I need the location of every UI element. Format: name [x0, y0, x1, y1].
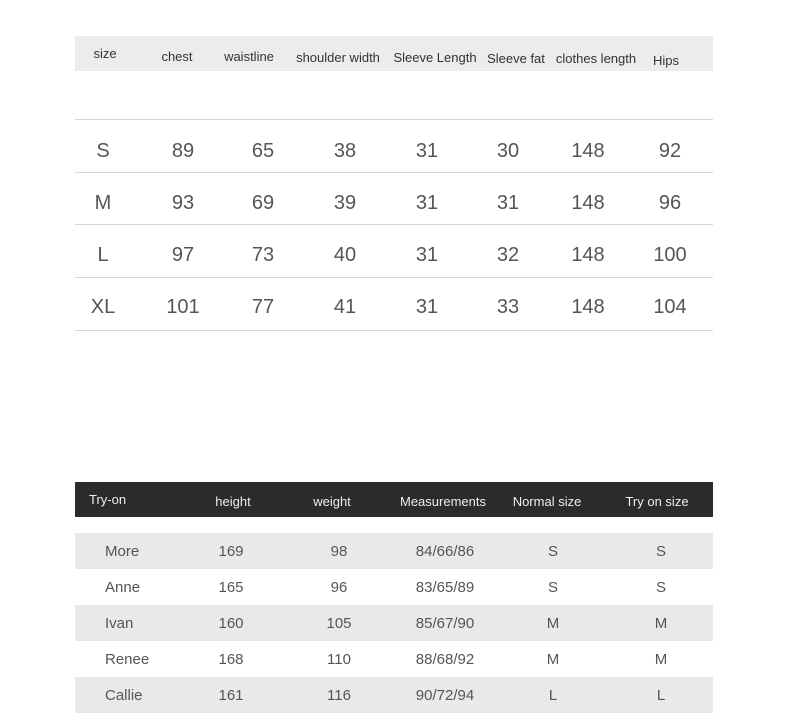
- cell-clothes-length: 148: [571, 140, 605, 162]
- try-on-row: [75, 569, 713, 605]
- header-waistline: waistline: [224, 49, 274, 64]
- cell-height: 160: [218, 615, 244, 632]
- cell-name: Anne: [105, 579, 141, 596]
- cell-measurements: 88/68/92: [415, 651, 475, 668]
- size-row-m: [75, 177, 713, 229]
- header-sleeve-fat: Sleeve fat: [487, 51, 545, 66]
- cell-normal-size: L: [548, 687, 558, 704]
- cell-normal-size: S: [547, 579, 558, 596]
- header-sleeve-length: Sleeve Length: [393, 50, 477, 65]
- divider: [75, 119, 713, 120]
- header-chest: chest: [161, 49, 193, 64]
- size-row-s: [75, 125, 713, 177]
- divider: [75, 172, 713, 173]
- cell-hips: 96: [658, 192, 682, 214]
- try-on-row: [75, 605, 713, 641]
- cell-height: 165: [218, 579, 244, 596]
- try-on-header: [75, 482, 713, 517]
- header-height: height: [215, 494, 251, 509]
- size-row-l: [75, 229, 713, 281]
- cell-try-on-size: M: [654, 615, 668, 632]
- cell-weight: 98: [330, 543, 348, 560]
- header-try-on: Try-on: [89, 492, 127, 507]
- divider: [75, 224, 713, 225]
- cell-sleeve-length: 31: [415, 296, 439, 318]
- header-size: size: [93, 46, 117, 61]
- cell-height: 168: [218, 651, 244, 668]
- cell-normal-size: S: [547, 543, 558, 560]
- cell-shoulder-width: 41: [333, 296, 357, 318]
- try-on-row: [75, 641, 713, 677]
- cell-name: Callie: [105, 687, 143, 704]
- header-shoulder-width: shoulder width: [296, 50, 380, 65]
- cell-clothes-length: 148: [571, 192, 605, 214]
- cell-chest: 93: [171, 192, 195, 214]
- cell-shoulder-width: 40: [333, 244, 357, 266]
- cell-chest: 97: [171, 244, 195, 266]
- cell-weight: 105: [326, 615, 352, 632]
- cell-shoulder-width: 39: [333, 192, 357, 214]
- cell-chest: 89: [171, 140, 195, 162]
- header-normal-size: Normal size: [512, 494, 582, 509]
- header-weight: weight: [313, 494, 351, 509]
- divider: [75, 277, 713, 278]
- cell-sleeve-length: 31: [415, 244, 439, 266]
- cell-clothes-length: 148: [571, 296, 605, 318]
- cell-measurements: 84/66/86: [415, 543, 475, 560]
- cell-normal-size: M: [546, 615, 560, 632]
- cell-size: S: [96, 140, 110, 162]
- cell-waistline: 73: [251, 244, 275, 266]
- cell-height: 161: [218, 687, 244, 704]
- header-try-on-size: Try on size: [625, 494, 689, 509]
- try-on-row: [75, 677, 713, 713]
- cell-weight: 116: [327, 687, 351, 704]
- cell-sleeve-fat: 33: [496, 296, 520, 318]
- cell-name: Renee: [105, 651, 150, 668]
- cell-try-on-size: L: [656, 687, 666, 704]
- cell-sleeve-length: 31: [415, 140, 439, 162]
- cell-waistline: 77: [251, 296, 275, 318]
- cell-try-on-size: M: [654, 651, 668, 668]
- cell-shoulder-width: 38: [333, 140, 357, 162]
- cell-sleeve-fat: 30: [496, 140, 520, 162]
- header-hips: Hips: [652, 53, 679, 68]
- cell-hips: 104: [653, 296, 687, 318]
- cell-weight: 96: [330, 579, 348, 596]
- try-on-row: [75, 533, 713, 569]
- header-measurements: Measurements: [400, 494, 486, 509]
- header-clothes-length: clothes length: [555, 51, 637, 66]
- cell-measurements: 83/65/89: [415, 579, 475, 596]
- cell-size: L: [97, 244, 109, 266]
- size-row-xl: [75, 281, 713, 333]
- divider: [75, 330, 713, 331]
- cell-name: Ivan: [105, 615, 134, 632]
- cell-waistline: 69: [251, 192, 275, 214]
- size-chart-header: [75, 36, 713, 71]
- cell-name: More: [105, 543, 140, 560]
- cell-hips: 100: [653, 244, 687, 266]
- cell-height: 169: [218, 543, 244, 560]
- cell-try-on-size: S: [655, 543, 666, 560]
- cell-measurements: 90/72/94: [415, 687, 475, 704]
- cell-size: XL: [90, 296, 116, 318]
- cell-clothes-length: 148: [571, 244, 605, 266]
- cell-measurements: 85/67/90: [415, 615, 475, 632]
- cell-weight: 110: [327, 651, 351, 668]
- cell-try-on-size: S: [655, 579, 666, 596]
- cell-hips: 92: [658, 140, 682, 162]
- cell-sleeve-fat: 32: [496, 244, 520, 266]
- cell-chest: 101: [166, 296, 200, 318]
- cell-sleeve-length: 31: [415, 192, 439, 214]
- cell-normal-size: M: [546, 651, 560, 668]
- cell-sleeve-fat: 31: [496, 192, 520, 214]
- cell-waistline: 65: [251, 140, 275, 162]
- cell-size: M: [94, 192, 112, 214]
